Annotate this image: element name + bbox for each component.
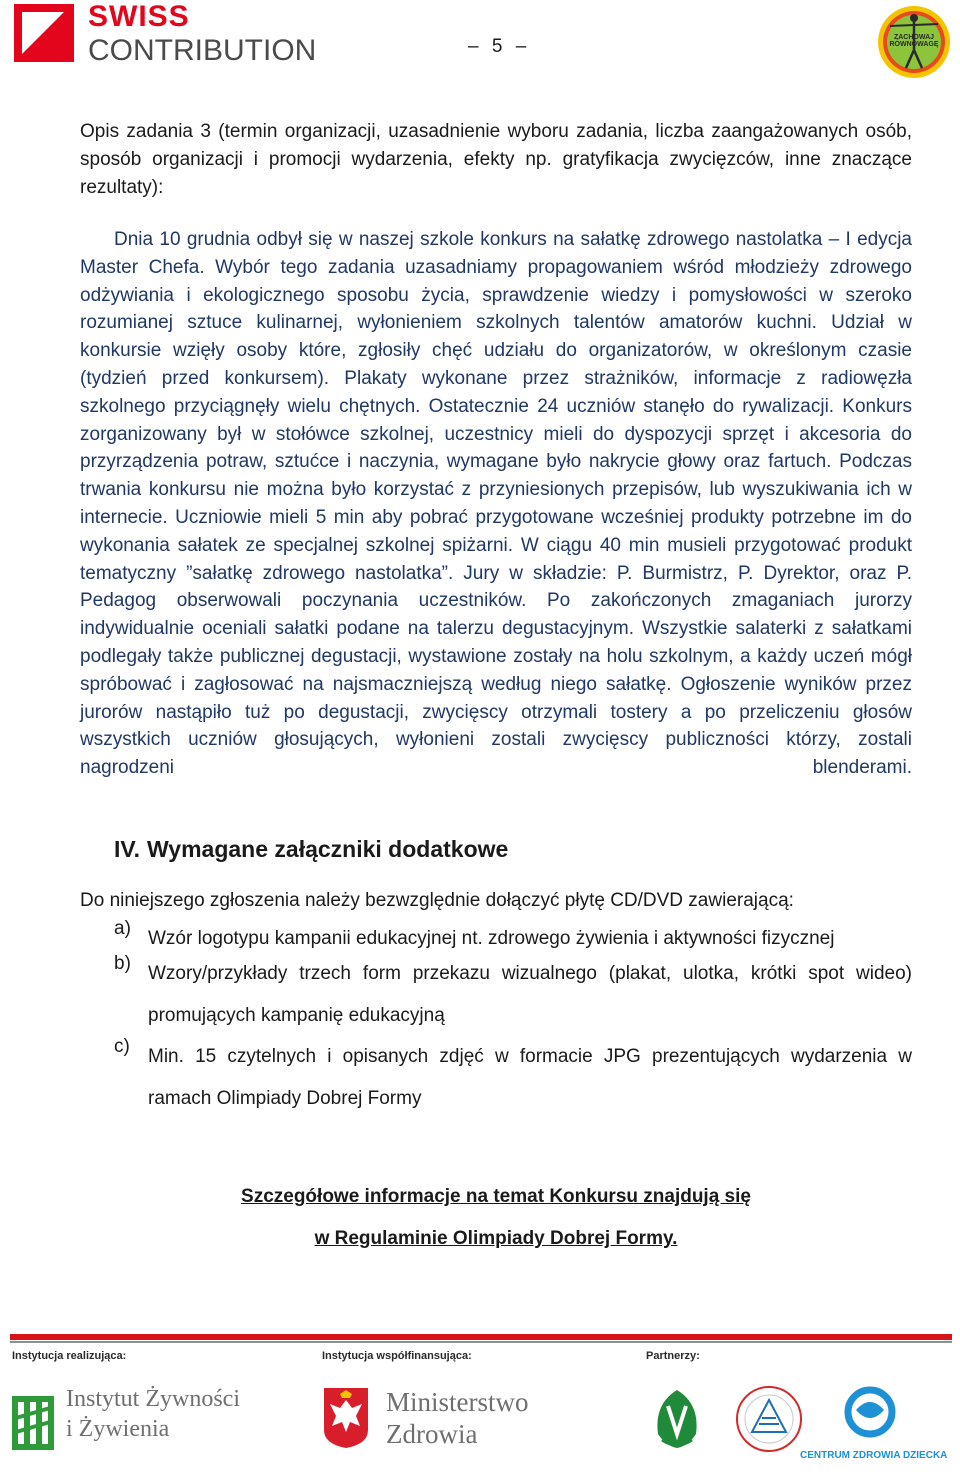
footer-divider-thin — [10, 1341, 952, 1343]
badge-text: ZACHOWAJ RÓWNOWAGĘ — [889, 34, 939, 48]
campaign-badge-logo — [876, 4, 952, 80]
info-line-2: w Regulaminie Olimpiady Dobrej Formy. — [314, 1228, 678, 1249]
child-health-centre-logo-icon — [822, 1386, 918, 1442]
mz-name-line1: Ministerstwo — [386, 1387, 529, 1417]
task-prompt — [80, 118, 912, 201]
label-cofinancing-institution: Instytucja współfinansująca: — [322, 1350, 472, 1362]
izz-name-line1: Instytut Żywności — [66, 1386, 240, 1412]
attachments-intro: Do niniejszego zgłoszenia należy bezwzględnie dołączyć płytę CD/DVD zawierającą: — [80, 890, 794, 911]
section-number: IV. — [114, 836, 141, 862]
partner-wreath-logo-icon — [646, 1384, 708, 1452]
page-number: – 5 – — [468, 36, 531, 57]
list-marker: a) — [114, 918, 131, 939]
swiss-contribution-logo — [14, 0, 317, 67]
list-item-text: Wzory/przykłady trzech form przekazu wizualnego (plakat, ulotka, krótki spot wideo) promujących kampanię edukacyjną — [148, 963, 912, 1026]
list-marker: c) — [114, 1036, 130, 1057]
section-heading — [114, 836, 508, 863]
swiss-flag-icon — [14, 4, 74, 62]
logo-word-swiss: SWISS — [88, 0, 190, 33]
izz-logo-icon — [12, 1388, 54, 1450]
footer-divider — [10, 1334, 952, 1340]
list-item-text: Wzór logotypu kampanii edukacyjnej nt. zdrowego żywienia i aktywności fizycznej — [148, 928, 835, 949]
dietitians-society-logo-icon — [734, 1384, 804, 1454]
polish-eagle-emblem-icon — [322, 1386, 370, 1450]
izz-name-line2: i Żywienia — [66, 1416, 170, 1442]
mz-name-line2: Zdrowia — [386, 1419, 478, 1449]
section-title: Wymagane załączniki dodatkowe — [147, 836, 509, 862]
logo-word-contribution: CONTRIBUTION — [88, 34, 317, 67]
partner-name-label: CENTRUM ZDROWIA DZIECKA — [800, 1450, 948, 1461]
label-partners: Partnerzy: — [646, 1350, 700, 1362]
task-answer-text: Dnia 10 grudnia odbył się w naszej szkole konkurs na sałatkę zdrowego nastolatka – I edycja Master Chefa. Wybór tego zadania uzasadniamy propagowaniem wśród młodzieży zdrowego odżywiania i ekologicznego sposobu życia, sprawdzenie wiedzy i pomysłowości w szeroko rozumianej sztuce kulinarnej, wyłonieniem szkolnych talentów amatorów kuchni. Udział w konkursie wzięły osoby które, zgłosiły chęć udziału do organizatorów, w określonym czasie (tydzień przed konkursem). Plakaty wykonane przez strażników, informacje z radiowęzła szkolnego przyciągnęły wielu chętnych. Ostatecznie 24 uczniów stanęło do rywalizacji. Konkurs zorganizowany był w stołówce szkolnej, uczestnicy mieli do dyspozycji sprzęt i akcesoria do przyrządzenia potraw, sztućce i naczynia, wymagane było nakrycie głowy oraz fartuch. Podczas trwania konkursu nie można było korzystać z przyniesionych przepisów, lub wyszukiwania ich w internecie. Uczniowie mieli 5 min aby pobrać przygotowane wcześniej produkty potrzebne im do wykonania sałatek ze specjalnej szkolnej spiżarni. W ciągu 40 min musieli przygotować produkt tematyczny ”sałatkę zdrowego nastolatka”. Jury w składzie: P. Burmistrz, P. Dyrektor, oraz P. Pedagog obserwowali poczynania uczestników. Po zakończonych zmaganiach jurorzy indywidualnie oceniali sałatki podane na talerzu degustacyjnym. Wszystkie salaterki z sałatkami podlegały także publicznej degustacji, wystawione zostały na holu szkolnym, a każdy uczeń mógł spróbować i zagłosować na najsmaczniejszą według niego sałatkę. Ogłoszenie wyników przez jurorów nastąpiło tuż po degustacji, zwycięscy otrzymali tostery a po przeliczeniu głosów wszystkich uczniów głosujących, wyłonieni zostali zwycięscy publiczności którzy, zostali nagrodzeni blenderami. — [80, 229, 912, 779]
list-marker: b) — [114, 953, 131, 974]
task-answer — [80, 226, 912, 782]
task-prompt-text: Opis zadania 3 (termin organizacji, uzasadnienie wyboru zadania, liczba zaangażowanych osób, sposób organizacji i promocji wydarzenia, efekty np. gratyfikacja zwycięzców, inne znaczące rezultaty): — [80, 121, 912, 198]
label-realizing-institution: Instytucja realizująca: — [12, 1350, 127, 1362]
izz-name — [66, 1384, 240, 1444]
mz-name — [386, 1386, 529, 1450]
list-item-text: Min. 15 czytelnych i opisanych zdjęć w formacie JPG prezentujących wydarzenia w ramach Olimpiady Dobrej Formy — [148, 1046, 912, 1109]
info-line-1: Szczegółowe informacje na temat Konkursu znajdują się — [241, 1186, 751, 1207]
